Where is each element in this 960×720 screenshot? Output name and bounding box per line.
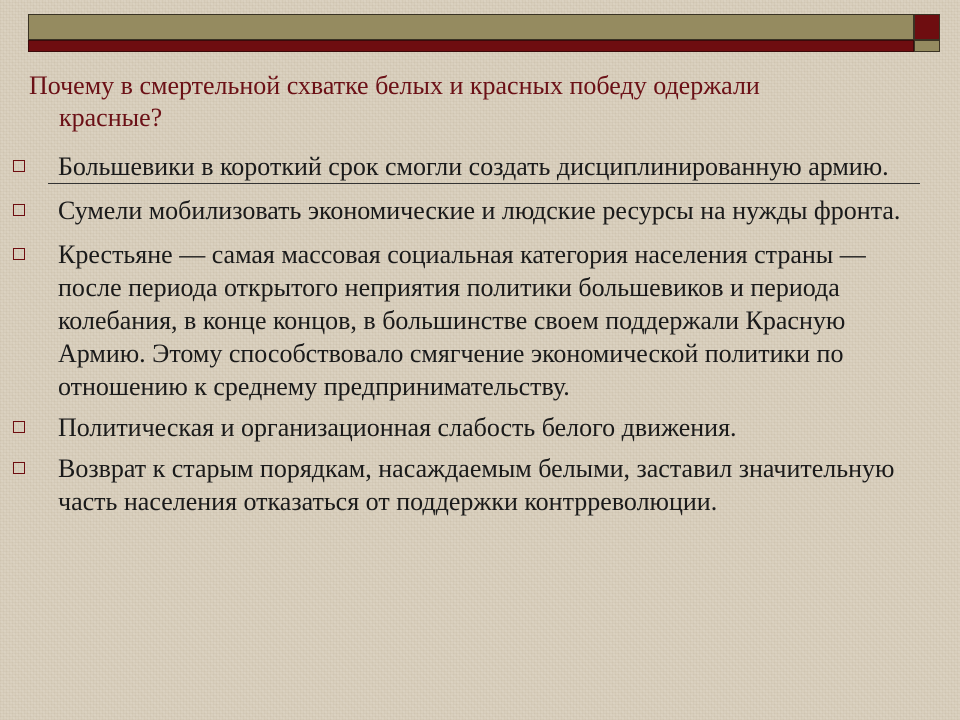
bullet-item: [0, 194, 960, 227]
hollow-square-icon: [13, 204, 25, 216]
hollow-square-icon: [13, 248, 25, 260]
corner-square-olive: [914, 40, 940, 52]
header-bar-olive: [28, 14, 914, 40]
bullet-text: Сумели мобилизовать экономические и людские ресурсы на нужды фронта.: [58, 196, 901, 225]
bullet-text: Политическая и организационная слабость белого движения.: [58, 413, 737, 442]
bullet-text: Возврат к старым порядкам, насаждаемым белыми, заставил значительную часть населения отказаться от поддержки контрреволюции.: [58, 454, 895, 516]
hollow-square-icon: [13, 462, 25, 474]
bullet-text: Крестьяне — самая массовая социальная категория населения страны — после периода открытого неприятия политики большевиков и периода колебания, в конце концов, в большинстве своем поддержали Красную Армию. Этому способствовало смягчение экономической политики по отношению к среднему предпринимательству.: [58, 240, 866, 401]
header-bar-red: [28, 40, 914, 52]
bullet-text: Большевики в короткий срок смогли создать дисциплинированную армию.: [58, 152, 889, 181]
slide-title-line1: Почему в смертельной схватке белых и красных победу одержали: [29, 71, 760, 100]
hollow-square-icon: [13, 160, 25, 172]
slide-title: [31, 70, 941, 134]
slide-title-line2: красные?: [59, 103, 163, 132]
bullet-item: [0, 452, 960, 518]
bullet-list: [0, 150, 960, 518]
hollow-square-icon: [13, 421, 25, 433]
bullet-item: [0, 411, 960, 444]
corner-square-red: [914, 14, 940, 40]
bullet-item: [0, 238, 960, 403]
bullet-item: [0, 150, 960, 183]
underline-rule: [48, 183, 920, 184]
